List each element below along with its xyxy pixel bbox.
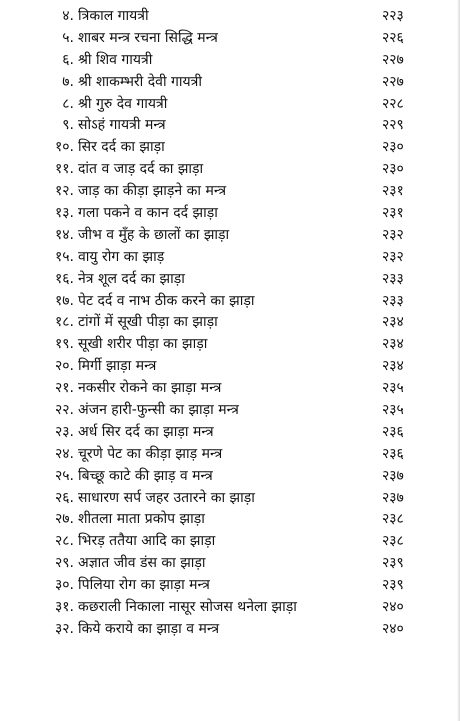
toc-entry-title: वायु रोग का झाड़ [78,248,165,265]
toc-entry-title: जीभ व मुँह के छालों का झाड़ा [78,226,230,243]
toc-entry-title: शीतला माता प्रकोप झाड़ा [78,511,205,528]
toc-entry-number: ९. [62,117,74,134]
toc-entry-title: भिरड़ ततैया आदि का झाड़ा [78,533,216,550]
toc-entry-number: ८. [62,95,74,112]
toc-entry-page-number: २३१ [382,183,404,200]
toc-entry [30,422,430,444]
toc-entry-page-number: २२८ [382,95,404,112]
toc-entry [30,400,430,422]
toc-entry-page-number: २३६ [382,423,404,440]
toc-entry-title: अंजन हारी-फुन्सी का झाड़ा मन्त्र [78,402,239,419]
toc-entry-page-number: २३९ [382,577,404,594]
toc-entry-title: टांगों में सूखी पीड़ा का झाड़ा [78,314,218,331]
toc-entry [30,6,430,28]
toc-entry-number: १५. [54,248,74,265]
toc-entry [30,28,430,50]
table-of-contents [30,6,430,641]
toc-entry-number: २४. [54,445,74,462]
toc-entry-page-number: २३२ [382,226,404,243]
toc-entry-number: २३. [54,423,74,440]
toc-entry [30,378,430,400]
toc-entry [30,181,430,203]
toc-entry-page-number: २२७ [382,73,404,90]
toc-entry-title: सूखी शरीर पीड़ा का झाड़ा [78,336,208,353]
toc-entry [30,94,430,116]
toc-entry-title: चूरणे पेट का कीड़ा झाड़ मन्त्र [78,445,223,462]
toc-entry-page-number: २३६ [382,445,404,462]
toc-entry-page-number: २३८ [382,533,404,550]
toc-entry [30,444,430,466]
toc-entry-number: १९. [54,336,74,353]
toc-entry-number: २०. [54,358,74,375]
toc-entry-page-number: २३२ [382,248,404,265]
toc-entry [30,597,430,619]
toc-entry-page-number: २२७ [382,51,404,68]
toc-entry-title: सोऽहं गायत्री मन्त्र [78,117,166,134]
toc-entry-number: १८. [54,314,74,331]
toc-entry-title: गला पकने व कान दर्द झाड़ा [78,205,218,222]
toc-entry [30,203,430,225]
toc-entry-title: पेट दर्द व नाभ ठीक करने का झाड़ा [78,292,255,309]
toc-entry-page-number: २४० [382,620,404,637]
toc-entry-page-number: २३० [382,139,404,156]
toc-entry [30,575,430,597]
toc-entry [30,247,430,269]
toc-entry-number: ४. [62,8,74,24]
toc-entry-number: २१. [54,380,74,397]
toc-entry-title: अर्ध सिर दर्द का झाड़ा मन्त्र [78,423,214,440]
toc-entry [30,312,430,334]
toc-entry-page-number: २३५ [382,402,404,419]
toc-entry-number: २९. [54,555,74,572]
toc-entry [30,291,430,313]
toc-entry-page-number: २३५ [382,380,404,397]
toc-entry [30,269,430,291]
toc-entry-page-number: २३९ [382,555,404,572]
toc-entry-title: कछराली निकाला नासूर सोजस थनेला झाड़ा [78,599,297,616]
toc-entry [30,553,430,575]
toc-entry-title: श्री गुरु देव गायत्री [78,95,168,112]
toc-entry-number: १६. [54,270,74,287]
toc-entry-page-number: २३३ [382,270,404,287]
toc-entry-title: शाबर मन्त्र रचना सिद्धि मन्त्र [78,29,218,46]
toc-entry [30,619,430,641]
toc-entry-page-number: २३४ [382,314,404,331]
toc-entry-title: बिच्छू काटे की झाड़ व मन्त्र [78,467,213,484]
toc-entry-title: नेत्र शूल दर्द का झाड़ा [78,270,185,287]
toc-entry-number: ३०. [54,577,74,594]
toc-entry-page-number: २३४ [382,336,404,353]
toc-entry-number: १०. [54,139,74,156]
toc-entry [30,334,430,356]
toc-entry [30,466,430,488]
toc-entry-number: २५. [54,467,74,484]
toc-entry-title: दांत व जाड़ दर्द का झाड़ा [78,161,204,178]
toc-entry-page-number: २३७ [382,467,404,484]
toc-entry-title: नकसीर रोकने का झाड़ा मन्त्र [78,380,222,397]
toc-entry-number: २८. [54,533,74,550]
toc-entry-number: ७. [62,73,74,90]
toc-entry-number: २२. [54,402,74,419]
toc-entry-number: २७. [54,511,74,528]
toc-entry-page-number: २३३ [382,292,404,309]
toc-entry [30,509,430,531]
toc-entry-title: श्री शिव गायत्री [78,51,153,68]
toc-entry-number: २६. [54,489,74,506]
toc-entry-page-number: २३७ [382,489,404,506]
toc-entry [30,137,430,159]
toc-entry-number: ३२. [54,620,74,637]
toc-entry-page-number: २२३ [382,8,404,24]
toc-entry [30,50,430,72]
toc-entry-number: १३. [54,205,74,222]
toc-entry-number: १२. [54,183,74,200]
toc-entry-page-number: २२६ [382,29,404,46]
toc-entry-number: ३१. [54,599,74,616]
toc-entry-page-number: २३० [382,161,404,178]
toc-entry [30,225,430,247]
toc-entry-page-number: २२९ [382,117,404,134]
toc-entry-page-number: २३१ [382,205,404,222]
toc-entry-title: किये कराये का झाड़ा व मन्त्र [78,620,220,637]
toc-entry-number: ६. [62,51,74,68]
toc-entry-title: साधारण सर्प जहर उतारने का झाड़ा [78,489,255,506]
toc-entry-title: अज्ञात जीव डंस का झाड़ा [78,555,206,572]
toc-entry-title: त्रिकाल गायत्री [78,8,149,24]
toc-entry-number: ११. [54,161,74,178]
toc-entry-title: जाड़ का कीड़ा झाड़ने का मन्त्र [78,183,227,200]
toc-entry-page-number: २३८ [382,511,404,528]
toc-entry-title: पिलिया रोग का झाड़ा मन्त्र [78,577,210,594]
toc-entry [30,115,430,137]
toc-entry [30,356,430,378]
toc-entry [30,488,430,510]
toc-entry-number: ५. [62,29,74,46]
toc-entry [30,159,430,181]
toc-entry-number: १४. [54,226,74,243]
toc-entry-page-number: २३४ [382,358,404,375]
toc-entry [30,72,430,94]
toc-entry-title: श्री शाकम्भरी देवी गायत्री [78,73,203,90]
toc-entry-page-number: २४० [382,599,404,616]
toc-entry-number: १७. [54,292,74,309]
toc-entry-title: मिर्गी झाड़ा मन्त्र [78,358,157,375]
toc-entry-title: सिर दर्द का झाड़ा [78,139,165,156]
toc-entry [30,531,430,553]
